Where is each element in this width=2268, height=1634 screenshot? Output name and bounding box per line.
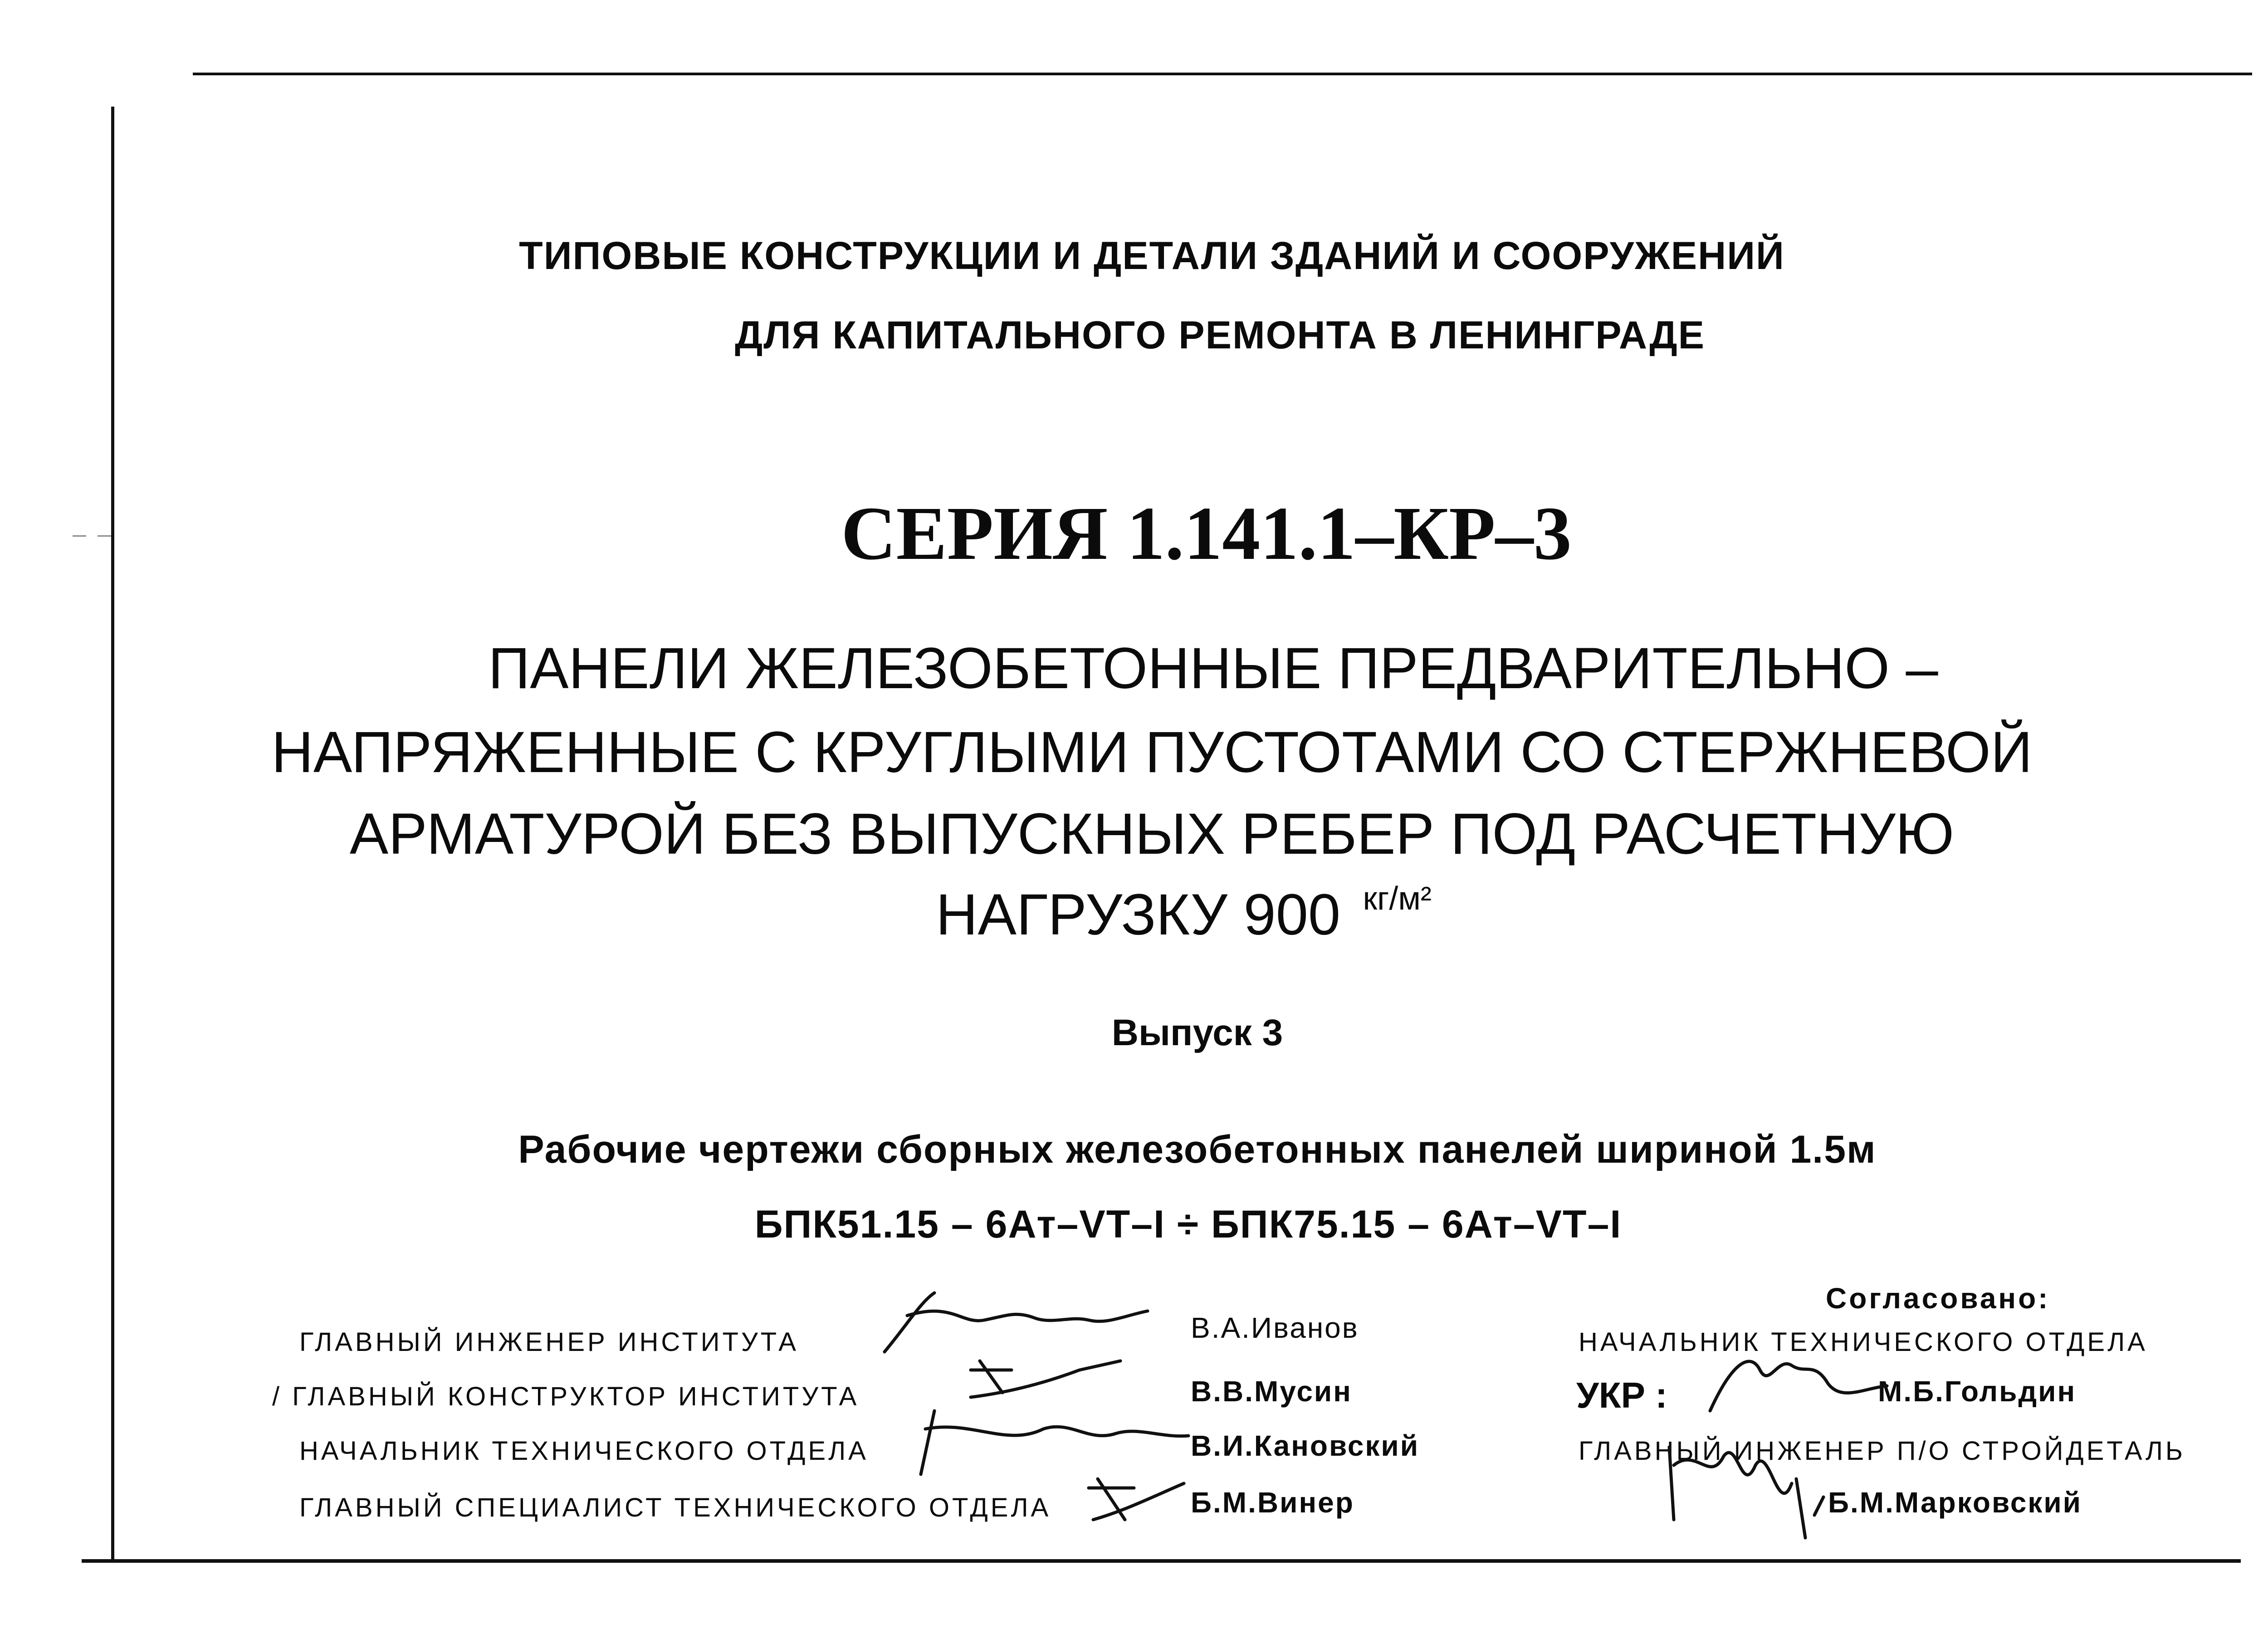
series-title: СЕРИЯ 1.141.1–КР–3	[841, 491, 1572, 576]
signature-ivanov	[880, 1284, 1161, 1361]
product-marks: БПК51.15 – 6Ат–VT–I ÷ БПК75.15 – 6Ат–VT–I	[754, 1203, 1622, 1246]
approval-role-1: НАЧАЛЬНИК ТЕХНИЧЕСКОГО ОТДЕЛА	[1579, 1327, 2148, 1357]
approval-name-2: Б.М.Марковский	[1828, 1486, 2082, 1519]
top-border-line	[193, 73, 2252, 75]
title-line-4	[0, 880, 2268, 948]
header-line-1: ТИПОВЫЕ КОНСТРУКЦИИ И ДЕТАЛИ ЗДАНИЙ И СООРУЖЕНИЙ	[519, 234, 1785, 278]
signatory-role-1: ГЛАВНЫЙ ИНЖЕНЕР ИНСТИТУТА	[299, 1327, 799, 1357]
signatory-name-3: В.И.Кановский	[1191, 1429, 1420, 1462]
approval-role-2: ГЛАВНЫЙ ИНЖЕНЕР П/О СТРОЙДЕТАЛЬ	[1579, 1436, 2185, 1466]
approval-name-1: М.Б.Гольдин	[1878, 1375, 2077, 1408]
signature-markovsky	[1660, 1429, 1823, 1547]
title-line-3: АРМАТУРОЙ БЕЗ ВЫПУСКНЫХ РЕБЕР ПОД РАСЧЕТНУЮ	[349, 802, 1955, 866]
header-line-2: ДЛЯ КАПИТАЛЬНОГО РЕМОНТА В ЛЕНИНГРАДЕ	[735, 313, 1705, 357]
load-unit: кг/м²	[1363, 881, 1432, 917]
signatory-name-2: В.В.Мусин	[1191, 1375, 1352, 1408]
signatory-name-4: Б.М.Винер	[1191, 1486, 1354, 1519]
title-line-2: НАПРЯЖЕННЫЕ С КРУГЛЫМИ ПУСТОТАМИ СО СТЕРЖНЕВОЙ	[271, 720, 2033, 785]
signature-kanovsky	[916, 1402, 1198, 1479]
signatory-role-3: НАЧАЛЬНИК ТЕХНИЧЕСКОГО ОТДЕЛА	[299, 1436, 869, 1466]
signatory-role-2: / ГЛАВНЫЙ КОНСТРУКТОР ИНСТИТУТА	[272, 1382, 860, 1411]
load-value: НАГРУЗКУ 900	[936, 882, 1341, 947]
approval-org: УКР :	[1576, 1375, 1667, 1415]
description: Рабочие чертежи сборных железобетонных панелей шириной 1.5м	[518, 1128, 1877, 1171]
signature-goldin	[1706, 1343, 1896, 1420]
bottom-border-line	[82, 1559, 2241, 1563]
signatory-name-1: В.А.Иванов	[1191, 1311, 1359, 1344]
approval-heading: Согласовано:	[1826, 1282, 2050, 1315]
signature-musin	[962, 1352, 1134, 1406]
title-line-1: ПАНЕЛИ ЖЕЛЕЗОБЕТОННЫЕ ПРЕДВАРИТЕЛЬНО –	[488, 636, 1938, 701]
signatory-role-4: ГЛАВНЫЙ СПЕЦИАЛИСТ ТЕХНИЧЕСКОГО ОТДЕЛА	[299, 1493, 1051, 1522]
signature-viner	[1080, 1470, 1188, 1529]
issue-number: Выпуск 3	[1111, 1012, 1283, 1053]
